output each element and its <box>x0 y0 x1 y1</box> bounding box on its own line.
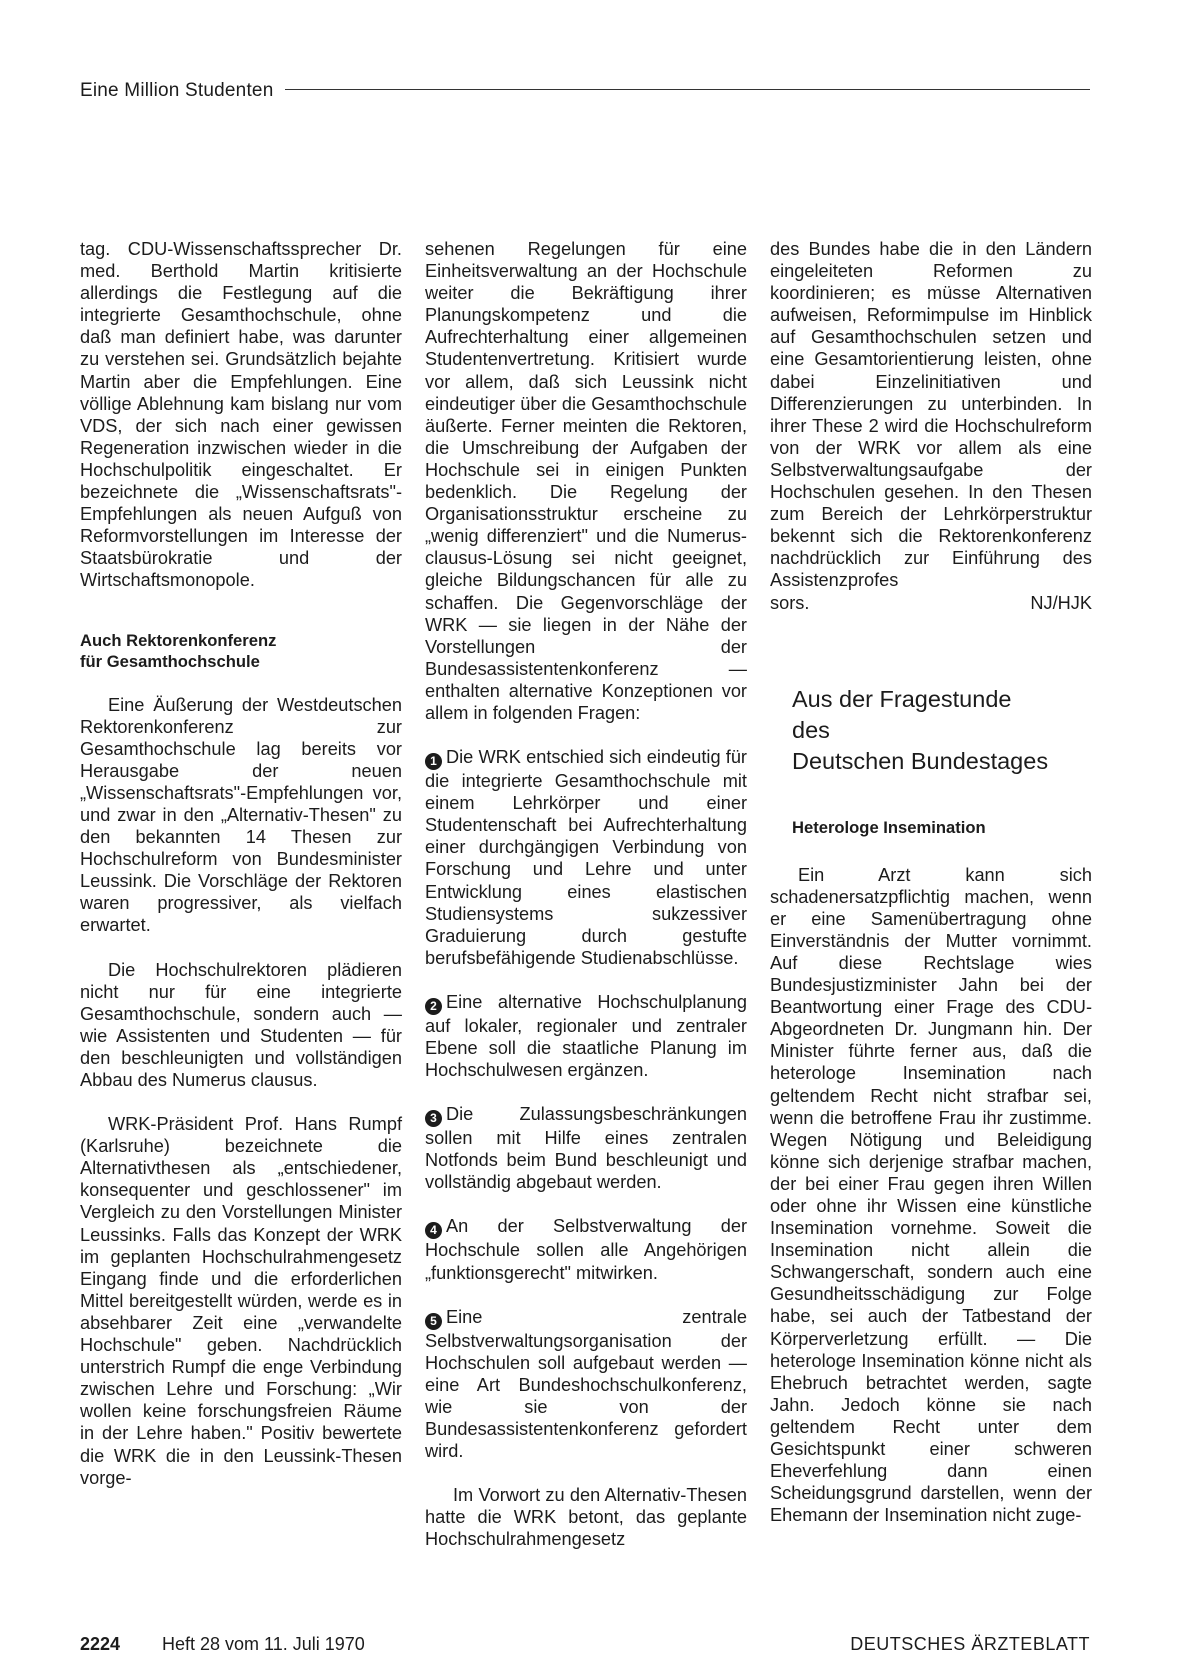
col1-subhead-line-1: Auch Rektorenkonferenz <box>80 630 277 650</box>
journal-name: DEUTSCHES ÄRZTEBLATT <box>850 1633 1090 1654</box>
col2-list-item <box>425 746 747 969</box>
col1-subhead-line-2: für Gesamthochschule <box>80 651 260 671</box>
section-title-line-1: Aus der Fragestunde <box>792 685 1012 712</box>
section-title-line-2: des <box>792 716 830 743</box>
col3-paragraph-1: des Bundes habe die in den Ländern eingeleiteten Reformen zu koordinieren; es müsse Alternativen aufweisen, Reformimpulse im Hinblick auf Gesamthochschulen setzen und eine Gesamtorientierung leisten, ohne dabei Einzelinitiativen und Differenzierungen zu unterbinden. In ihrer These 2 wird die Hochschulreform von der WRK vor allem als eine Selbstverwaltungsaufgabe der Hochschulen gesehen. In den Thesen zum Bereich der Lehrkörperstruktur bekennt sich die Rektorenkonferenz nachdrücklich zur Einführung des Assistenzprofes <box>770 239 1092 591</box>
number-1-icon: 1 <box>425 753 442 770</box>
col1-paragraph-1: tag. CDU-Wissenschaftssprecher Dr. med. Berthold Martin kritisierte allerdings die Festlegung auf die integrierte Gesamthochschule, ohne daß man definiert habe, was darunter zu verstehen sei. Grundsätzlich bejahte Martin aber die Empfehlungen. Eine völlige Ablehnung kam bislang nur vom VDS, der sich nach einer gewissen Regeneration inzwischen wieder in die Hochschulpolitik eingeschaltet. Er bezeichnete die „Wissenschaftsrats"-Empfehlungen als neuen Aufguß von Reformvorstellungen im Interesse der Staatsbürokratie und der Wirtschaftsmonopole. <box>80 239 402 591</box>
col3-subhead: Heterologe Insemination <box>792 817 986 837</box>
col2-list-item <box>425 1215 747 1283</box>
column-1 <box>80 238 402 1489</box>
col2-list-item <box>425 1306 747 1463</box>
number-3-icon: 3 <box>425 1110 442 1127</box>
running-header-title: Eine Million Studenten <box>80 80 274 101</box>
col1-paragraph-2: Eine Äußerung der Westdeutschen Rektorenkonferenz zur Gesamthochschule lag bereits vor Herausgabe der neuen „Wissenschaftsrats"-Empfehlungen vor, und zwar in den „Alternativ-Thesen" zu den bekannten 14 Thesen zur Hochschulreform von Bundesminister Leussink. Die Vorschläge der Rektoren waren progressiver, als vielfach erwartet. <box>80 694 402 936</box>
col2-list-item-text: Eine zentrale Selbstverwaltungsorganisation der Hochschulen soll aufgebaut werden — eine Art Bundeshochschulkonferenz, wie sie von der Bundesassistentenkonferenz gefordert wird. <box>425 1306 747 1462</box>
page-number: 2224 <box>80 1633 121 1654</box>
header-rule <box>285 89 1090 90</box>
col3-signature-line: sors. NJ/HJK <box>770 592 1092 613</box>
column-3 <box>770 238 1092 1526</box>
col2-list-item-text: Die WRK entschied sich eindeutig für die integrierte Gesamthochschule mit einem Lehrkörper und einer Studentenschaft bei Aufrechterhaltung einer durchgängigen Verbindung von Forschung und Lehre und unter Entwicklung eines elastischen Studiensystems sukzessiver Graduierung durch gestufte berufsbefähigende Studienabschlüsse. <box>425 747 747 968</box>
number-5-icon: 5 <box>425 1313 442 1330</box>
running-header <box>80 76 1090 106</box>
number-4-icon: 4 <box>425 1222 442 1239</box>
issue-info: Heft 28 vom 11. Juli 1970 <box>162 1633 365 1654</box>
col1-paragraph-3: Die Hochschulrektoren plädieren nicht nur für eine integrierte Gesamthochschule, sondern auch — wie Assistenten und Studenten — für den beschleunigten und vollständigen Abbau des Numerus clausus. <box>80 959 402 1090</box>
author-signature: NJ/HJK <box>1030 592 1092 613</box>
col1-paragraph-4: WRK-Präsident Prof. Hans Rumpf (Karlsruhe) bezeichnete die Alternativthesen als „entschiedener, konsequenter und geschlossener" im Vergleich zu den Vorstellungen Minister Leussinks. Falls das Konzept der WRK im geplanten Hochschulrahmengesetz Eingang finde und die erforderlichen Mittel bereitgestellt würden, werde es in absehbarer Zeit eine „verwandelte Hochschule" geben. Nachdrücklich unterstrich Rumpf die enge Verbindung zwischen Lehre und Forschung: „Wir wollen keine forschungsfreien Räume in der Lehre haben." Positiv bewertete die WRK die in den Leussink-Thesen vorge- <box>80 1114 402 1488</box>
col3-paragraph-2: Ein Arzt kann sich schadenersatzpflichtig machen, wenn er eine Samenübertragung ohne Einverständnis der Mutter vornimmt. Auf diese Rechtslage wies Bundesjustizminister Jahn bei der Beantwortung einer Frage des CDU-Abgeordneten Dr. Jungmann hin. Der Minister führte ferner aus, daß die heterologe Insemination nach geltendem Recht nicht strafbar sei, wenn die betroffene Frau ihr zustimme. Wegen Nötigung und Beleidigung könne sich derjenige strafbar machen, der bei einer Frau gegen ihren Willen oder ohne ihr Wissen eine künstliche Insemination vornehme. Soweit die Insemination nicht allein die Schwangerschaft, sondern auch eine Gesundheitsschädigung zur Folge habe, sei auch der Tatbestand der Körperverletzung erfüllt. — Die heterologe Insemination könne nicht als Ehebruch betrachtet werden, sagte Jahn. Jedoch könne sie nach geltendem Recht unter dem Gesichtspunkt einer schweren Eheverfehlung dann einen Scheidungsgrund darstellen, wenn der Ehemann der Insemination nicht zuge- <box>770 864 1092 1526</box>
column-2 <box>425 238 747 1551</box>
page-footer <box>80 1631 1090 1657</box>
section-title-line-3: Deutschen Bundestages <box>792 747 1049 774</box>
col2-list-item <box>425 1103 747 1193</box>
col2-paragraph-2: Im Vorwort zu den Alternativ-Thesen hatte die WRK betont, das geplante Hochschulrahmengesetz <box>425 1485 747 1550</box>
col2-list-item-text: An der Selbstverwaltung der Hochschule sollen alle Angehörigen „funktionsgerecht" mitwirken. <box>425 1216 747 1283</box>
col2-list-item-text: Die Zulassungsbeschränkungen sollen mit Hilfe eines zentralen Notfonds beim Bund beschleunigt und vollständig abgebaut werden. <box>425 1104 747 1193</box>
number-2-icon: 2 <box>425 998 442 1015</box>
col2-paragraph-1: sehenen Regelungen für eine Einheitsverwaltung an der Hochschule weiter die Bekräftigung ihrer Planungskompetenz und die Aufrechterhaltung einer allgemeinen Studentenvertretung. Kritisiert wurde vor allem, daß sich Leussink nicht eindeutiger über die Gesamthochschule äußerte. Ferner meinten die Rektoren, die Umschreibung der Aufgaben der Hochschule sei in einigen Punkten bedenklich. Die Regelung der Organisationsstruktur erscheine zu „wenig differenziert" und die Numerus-clausus-Lösung sei nicht geeignet, gleiche Bildungschancen für alle zu schaffen. Die Gegenvorschläge der WRK — sie liegen in der Nähe der Vorstellungen der Bundesassistentenkonferenz — enthalten alternative Konzeptionen vor allem in folgenden Fragen: <box>425 239 747 723</box>
col2-list-item <box>425 991 747 1081</box>
col2-list-item-text: Eine alternative Hochschulplanung auf lokaler, regionaler und zentraler Ebene soll die staatliche Planung im Hochschulwesen ergänzen. <box>425 991 747 1081</box>
